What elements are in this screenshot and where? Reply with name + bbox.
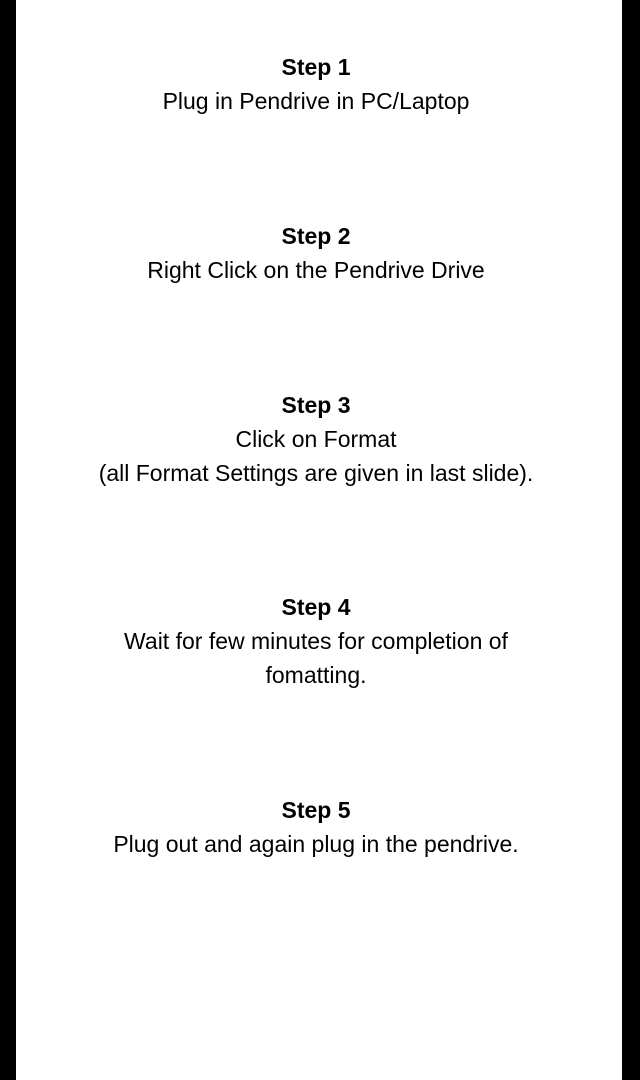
step-1-title: Step 1 xyxy=(281,54,351,80)
step-5-block xyxy=(16,793,616,861)
step-2-block xyxy=(16,219,616,287)
step-4-text-line-1: Wait for few minutes for completion of xyxy=(124,628,508,654)
step-4-text-line-2: fomatting. xyxy=(265,662,367,688)
step-3-block xyxy=(16,388,616,490)
step-3-text-line-1: Click on Format xyxy=(235,426,397,452)
step-1-block xyxy=(16,50,616,118)
step-3-text-line-2: (all Format Settings are given in last slide). xyxy=(98,460,534,486)
step-2-text: Right Click on the Pendrive Drive xyxy=(147,257,485,283)
step-4-block xyxy=(16,590,616,692)
step-5-title: Step 5 xyxy=(281,797,351,823)
step-1-text: Plug in Pendrive in PC/Laptop xyxy=(162,88,470,114)
slide-page xyxy=(16,0,622,1080)
step-4-title: Step 4 xyxy=(281,594,351,620)
step-2-title: Step 2 xyxy=(281,223,351,249)
step-3-title: Step 3 xyxy=(281,392,351,418)
step-5-text: Plug out and again plug in the pendrive. xyxy=(113,831,519,857)
